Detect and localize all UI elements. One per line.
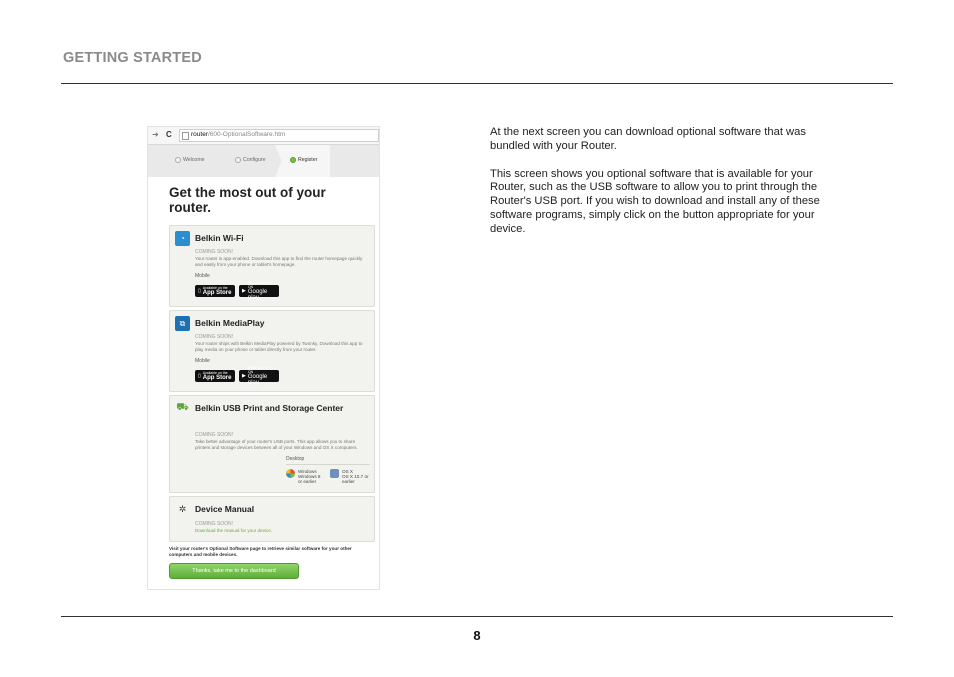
apple-icon: ▯ — [198, 373, 201, 379]
browser-url-bar — [148, 127, 379, 145]
address-field[interactable] — [179, 129, 379, 142]
card-title: Belkin USB Print and Storage Center — [195, 403, 344, 413]
manual-download-link[interactable]: Download the manual for your device. — [195, 528, 273, 533]
app-store-button[interactable]: ▯ Available on the App Store — [195, 285, 235, 297]
google-play-button[interactable]: ▶ ANDROID APP ON Google play — [239, 285, 279, 297]
card-title: Belkin MediaPlay — [195, 318, 265, 328]
page-number: 8 — [473, 628, 481, 643]
header-divider — [61, 83, 893, 84]
card-status: COMING SOON! — [195, 249, 234, 255]
url-path: /600-OptionalSoftware.htm — [207, 131, 286, 138]
windows-icon — [286, 469, 295, 478]
optional-software-note: Visit your router's Optional Software page to retrieve similar software for your other computers and mobile devices. — [169, 546, 352, 557]
reload-icon[interactable]: C — [166, 130, 172, 139]
apple-icon: ▯ — [198, 288, 201, 294]
body-text — [490, 126, 825, 251]
paragraph-2: This screen shows you optional software that is available for your Router, such as the USB software to allow you to print through the Router's USB port. If you wish to download and install any of these software programs, simply click on the button appropriate for your device. — [490, 167, 820, 235]
paragraph-1: At the next screen you can download optional software that was bundled with your Router. — [490, 126, 806, 152]
printer-icon: ⛟ — [176, 402, 189, 413]
router-screenshot — [147, 126, 380, 590]
card-status: COMING SOON! — [195, 432, 234, 438]
setup-steps — [148, 145, 379, 177]
card-title: Belkin Wi-Fi — [195, 233, 244, 243]
card-title: Device Manual — [195, 504, 255, 514]
card-platform: Desktop — [286, 456, 305, 462]
step-configure[interactable]: Configure — [235, 157, 266, 163]
app-store-button[interactable]: ▯ Available on the App Store — [195, 370, 235, 382]
card-description: Take better advantage of your router's USB ports. This app allows you to share printers and storage devices between all of your Windows and OS X computers. — [195, 439, 358, 450]
card-belkin-wifi — [169, 225, 375, 307]
osx-icon — [330, 469, 339, 478]
windows-download-button[interactable]: Windows Windows 8 or earlier — [286, 469, 320, 485]
footer-divider — [61, 616, 893, 617]
osx-download-button[interactable]: OS X OS X 10.7 or earlier — [330, 469, 369, 485]
card-description: Your router ships with Belkin MediaPlay powered by Twonky. Download this app to play media on your phone or tablet directly from your router. — [195, 341, 363, 352]
back-arrow-icon[interactable]: ➜ — [152, 130, 159, 139]
step-register[interactable]: Register — [290, 157, 317, 163]
step-welcome[interactable]: Welcome — [175, 157, 205, 163]
play-icon: ▶ — [242, 288, 246, 294]
dashboard-button[interactable]: Thanks, take me to the dashboard — [169, 563, 299, 579]
card-platform: Mobile — [195, 273, 210, 279]
url-host: router — [191, 131, 208, 138]
card-status: COMING SOON! — [195, 334, 234, 340]
page-icon — [182, 132, 189, 140]
section-title: GETTING STARTED — [63, 50, 202, 66]
card-platform: Mobile — [195, 358, 210, 364]
manual-icon: ✲ — [178, 504, 187, 514]
card-status: COMING SOON! — [195, 521, 234, 527]
wifi-app-icon: ◔ — [175, 231, 190, 246]
page-headline: Get the most out of your router. — [169, 185, 326, 215]
card-usb-print-storage — [169, 395, 375, 493]
google-play-button[interactable]: ▶ ANDROID APP ON Google play — [239, 370, 279, 382]
card-description: Your router is app-enabled. Download this app to find the router homepage quickly and easily from your phone or tablet's homepage. — [195, 256, 363, 267]
mediaplay-icon: ⧉ — [175, 316, 190, 331]
card-belkin-mediaplay — [169, 310, 375, 392]
play-icon: ▶ — [242, 373, 246, 379]
card-device-manual — [169, 496, 375, 542]
